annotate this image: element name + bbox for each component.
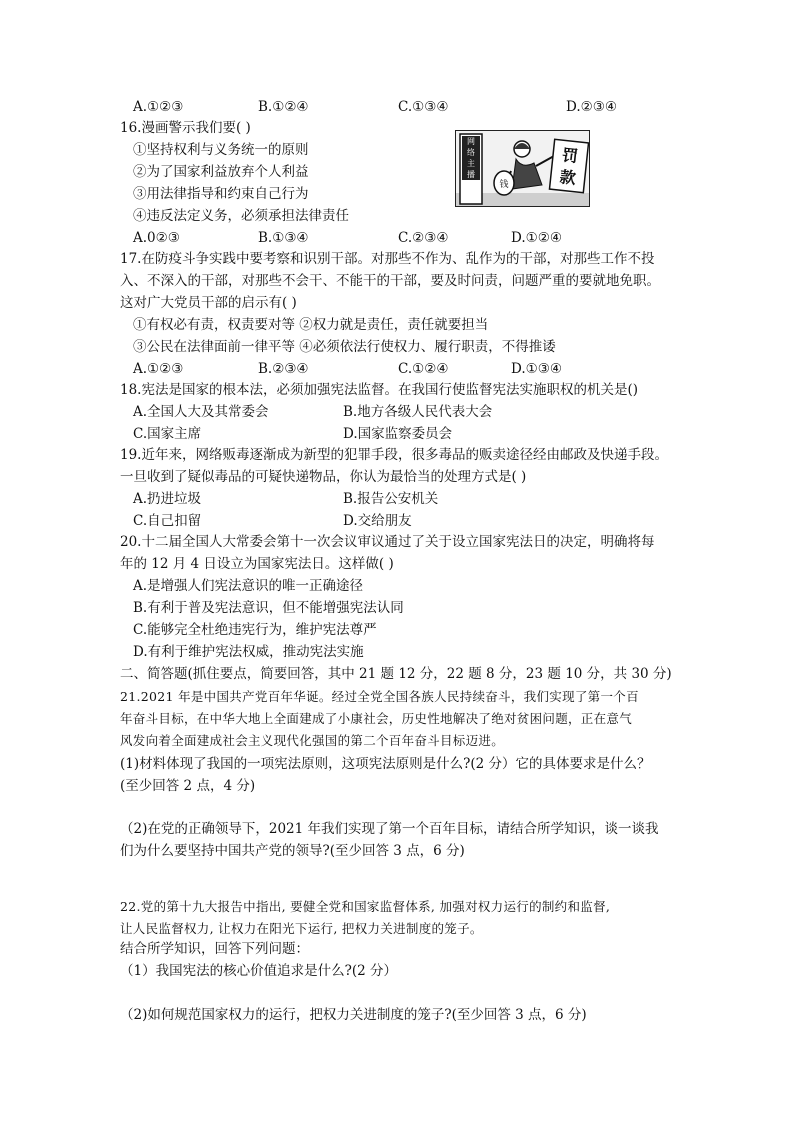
q16-stem: 16.漫画警示我们要( )	[120, 120, 251, 136]
svg-text:款: 款	[558, 167, 577, 188]
q21-sub1-line-1: (1)材料体现了我国的一项宪法原则，这项宪法原则是什么?(2 分）它的具体要求是什么？	[120, 756, 651, 772]
svg-text:罚: 罚	[561, 145, 580, 166]
cartoon-sign-char-1: 网	[467, 137, 475, 146]
q21-sub2-line-2: 们为什么要坚持中国共产党的领导?(至少回答 3 点，6 分)	[120, 843, 465, 859]
q17-option-c: C.①②④	[398, 361, 449, 377]
q16-option-a: A.0②③	[133, 230, 180, 246]
q15-option-d: D.②③④	[566, 99, 617, 115]
q17-option-a: A.①②③	[133, 361, 184, 377]
q22-sub2: （2)如何规范国家权力的运行，把权力关进制度的笼子?(至少回答 3 点，6 分)	[120, 1007, 587, 1023]
q15-option-a: A.①②③	[133, 99, 184, 115]
q17-stem-line-2: 入、不深入的干部，对那些不会干、不能干的干部，要及时问责，问题严重的要就地免职。	[120, 273, 660, 289]
q16-item-2: ②为了国家利益放弃个人利益	[133, 164, 309, 180]
q20-stem-line-1: 20.十二届全国人大常委会第十一次会议审议通过了关于设立国家宪法日的决定，明确将每	[120, 534, 655, 550]
q15-option-c: C.①③④	[398, 99, 449, 115]
q20-option-c: C.能够完全杜绝违宪行为，维护宪法尊严	[133, 622, 377, 638]
q17-item-line-1: ①有权必有责，权责要对等 ②权力就是责任，责任就要担当	[133, 317, 489, 333]
q21-material-line-1: 21.2021 年是中国共产党百年华诞。经过全党全国各族人民持续奋斗，我们实现了第一个百	[120, 689, 639, 704]
cartoon-sign-char-3: 主	[467, 159, 475, 168]
q17-stem-line-1: 17.在防疫斗争实践中要考察和识别干部。对那些不作为、乱作为的干部，对那些工作不投	[120, 251, 655, 267]
section-2-heading: 二、简答题(抓住要点，简要回答，其中 21 题 12 分，22 题 8 分，23 题 10 分，共 30 分)	[120, 666, 672, 682]
q16-item-4: ④违反法定义务，必须承担法律责任	[133, 208, 349, 224]
q18-option-d: D.国家监察委员会	[343, 426, 453, 442]
q19-stem-line-2: 一旦收到了疑似毒品的可疑快递物品，你认为最恰当的处理方式是( )	[120, 469, 527, 485]
q18-stem: 18.宪法是国家的根本法，必须加强宪法监督。在我国行使监督宪法实施职权的机关是()	[120, 382, 639, 398]
q20-option-a: A.是增强人们宪法意识的唯一正确途径	[133, 578, 364, 594]
q19-option-d: D.交给朋友	[343, 513, 412, 529]
q20-option-d: D.有利于维护宪法权威，推动宪法实施	[133, 644, 364, 660]
q16-option-b: B.①③④	[258, 230, 309, 246]
q19-option-c: C.自己扣留	[133, 513, 202, 529]
q20-stem-line-2: 年的 12 月 4 日设立为国家宪法日。这样做( )	[120, 556, 394, 572]
q20-option-b: B.有利于普及宪法意识，但不能增强宪法认同	[133, 600, 404, 616]
q17-item-line-2: ③公民在法律面前一律平等 ④必须依法行使权力、履行职责，不得推诿	[133, 339, 556, 355]
cartoon-sign-char-4: 播	[467, 170, 475, 179]
q16-item-3: ③用法律指导和约束自己行为	[133, 186, 309, 202]
q17-option-d: D.①③④	[511, 361, 562, 377]
q21-sub2-line-1: （2)在党的正确领导下，2021 年我们实现了第一个百年目标，请结合所学知识，谈一谈我	[120, 821, 659, 837]
q18-option-b: B.地方各级人民代表大会	[343, 404, 493, 420]
q21-material-line-3: 风发向着全面建成社会主义现代化强国的第二个百年奋斗目标迈进。	[120, 733, 505, 748]
q21-material-line-2: 年奋斗目标，在中华大地上全面建成了小康社会，历史性地解决了绝对贫困问题，正在意气	[120, 711, 633, 726]
q16-item-1: ①坚持权利与义务统一的原则	[133, 142, 309, 158]
q15-option-b: B.①②④	[258, 99, 309, 115]
q18-option-c: C.国家主席	[133, 426, 202, 442]
q17-option-b: B.②③④	[258, 361, 309, 377]
q22-sub1: （1）我国宪法的核心价值追求是什么?(2 分）	[120, 963, 397, 979]
cartoon-sign-char-2: 络	[467, 148, 475, 157]
q21-sub1-line-2: (至少回答 2 点，4 分)	[120, 778, 256, 794]
q18-option-a: A.全国人大及其常委会	[133, 404, 269, 420]
q17-stem-line-3: 这对广大党员干部的启示有( )	[120, 295, 297, 311]
q22-prompt: 结合所学知识，回答下列问题：	[120, 941, 309, 957]
cartoon-illustration	[456, 131, 589, 206]
q22-material-line-1: 22.党的第十九大报告中指出, 要健全党和国家监督体系, 加强对权力运行的制约和监督,	[120, 899, 611, 914]
q19-option-a: A.扔进垃圾	[133, 491, 202, 507]
q19-stem-line-1: 19.近年来，网络贩毒逐渐成为新型的犯罪手段，很多毒品的贩卖途径经由邮政及快递手段。	[120, 447, 668, 463]
q16-cartoon-image	[455, 130, 590, 207]
q19-option-b: B.报告公安机关	[343, 491, 439, 507]
svg-text:钱: 钱	[499, 180, 509, 190]
q22-material-line-2: 让人民监督权力, 让权力在阳光下运行, 把权力关进制度的笼子。	[120, 921, 483, 936]
q16-option-c: C.②③④	[398, 230, 449, 246]
q16-option-d: D.①②④	[511, 230, 562, 246]
